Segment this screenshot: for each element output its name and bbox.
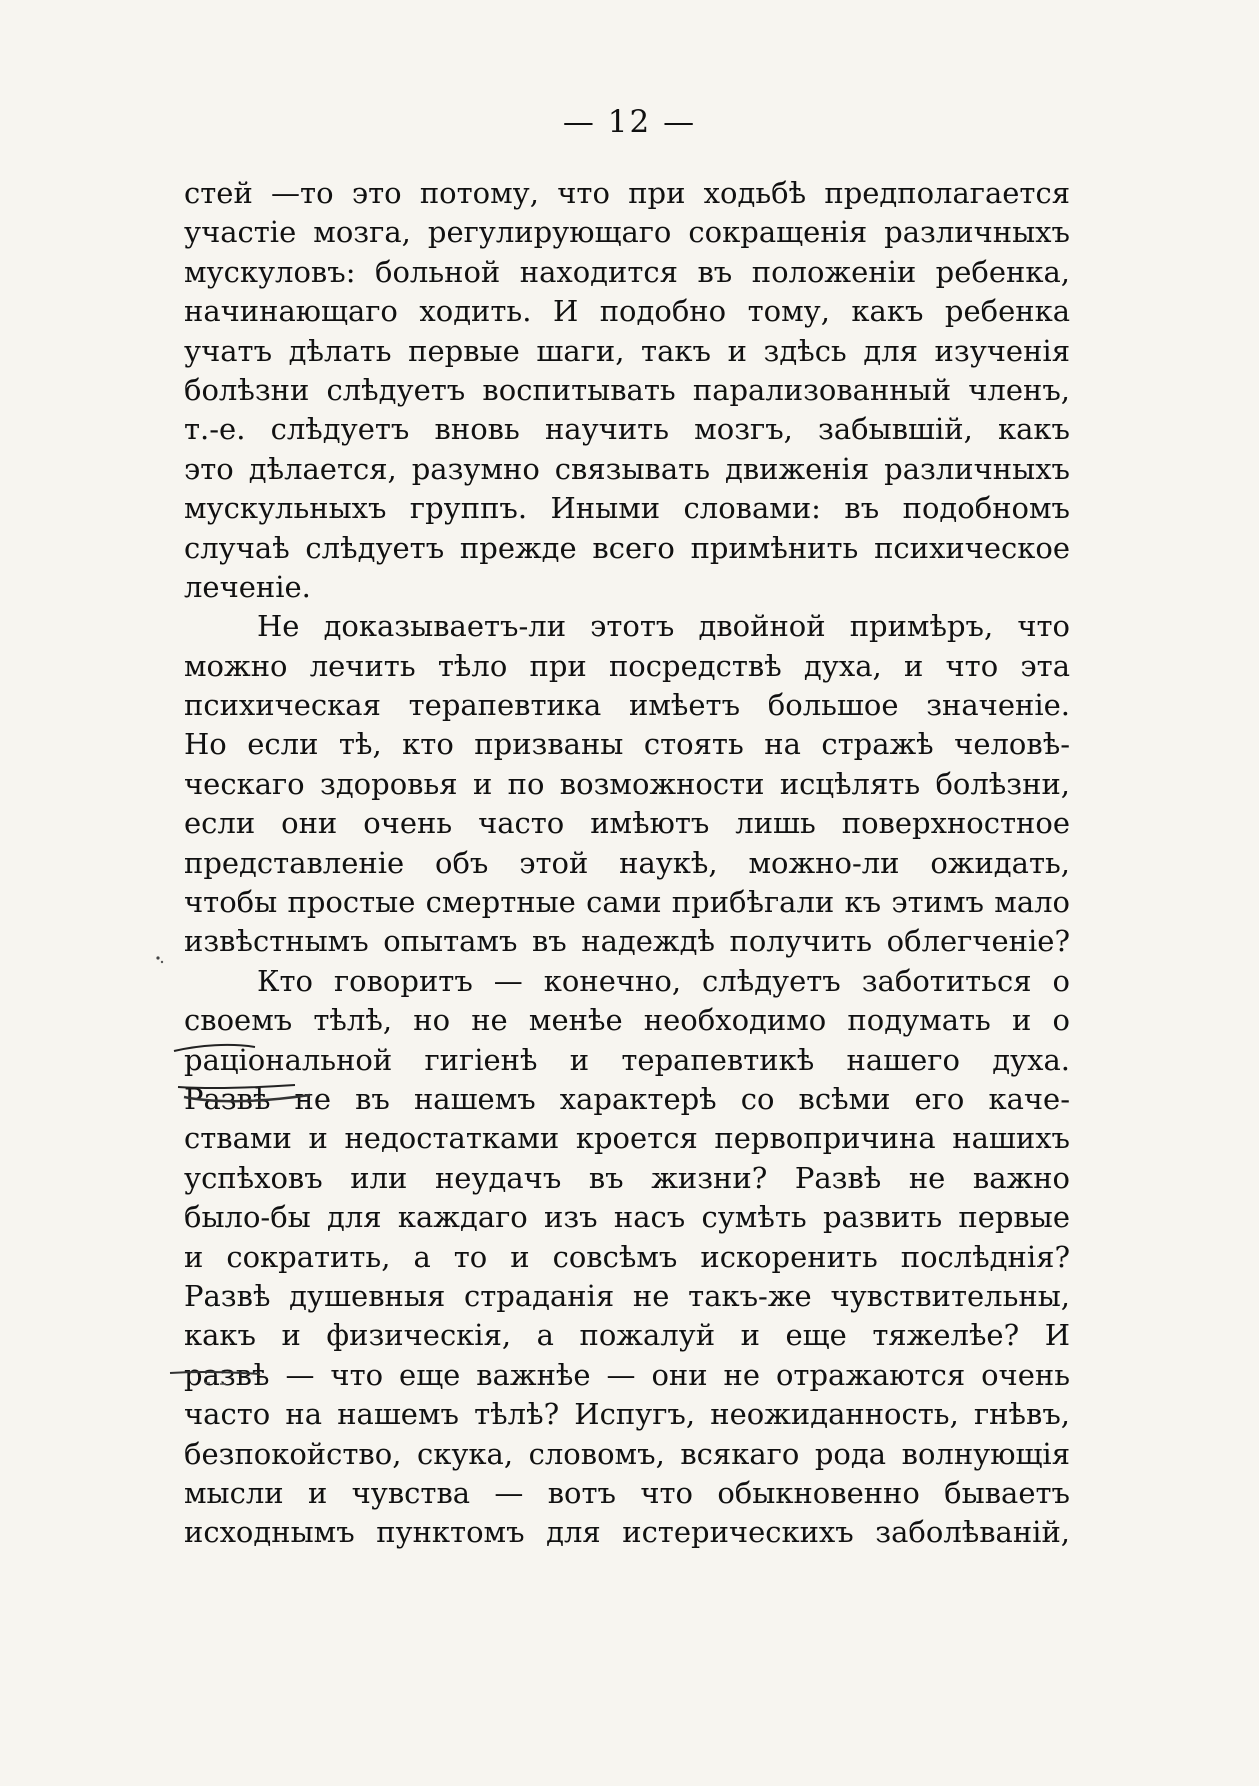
text-line: стей —то это потому, что при ходьбѣ предполагается (184, 176, 1070, 210)
text-line: можно лечить тѣло при посредствѣ духа, и что эта (184, 648, 1070, 683)
text-line: Не доказываетъ-ли этотъ двойной примѣръ, что (257, 609, 1070, 644)
text-line: мысли и чувства — вотъ что обыкновенно бываетъ (184, 1475, 1070, 1510)
text-line: ческаго здоровья и по возможности исцѣлять болѣзни, (184, 766, 1070, 801)
text-line: успѣховъ или неудачъ въ жизни? Развѣ не важно (184, 1160, 1070, 1195)
text-line: раціональной гигіенѣ и терапевтикѣ нашего духа. (184, 1042, 1070, 1077)
text-line: это дѣлается, разумно связывать движенія различныхъ (184, 451, 1070, 486)
text-line: мускульныхъ группъ. Иными словами: въ подобномъ (184, 491, 1070, 526)
text-line: Развѣ не въ нашемъ характерѣ со всѣми его каче- (184, 1081, 1070, 1116)
text-line: леченіе. (184, 569, 311, 604)
body-text (184, 174, 1070, 1553)
page-number: — 12 — (562, 104, 697, 140)
text-line: начинающаго ходить. И подобно тому, какъ ребенка (184, 294, 1070, 329)
text-line: какъ и физическія, а пожалуй и еще тяжелѣе? И (184, 1318, 1070, 1353)
text-line: учатъ дѣлать первые шаги, такъ и здѣсь для изученія (184, 333, 1070, 368)
text-line: исходнымъ пунктомъ для истерическихъ заболѣваній, (184, 1515, 1070, 1550)
text-line: и сократить, а то и совсѣмъ искоренить послѣднія? (184, 1239, 1070, 1274)
text-line: часто на нашемъ тѣлѣ? Испугъ, неожиданность, гнѣвъ, (184, 1397, 1070, 1432)
text-line: Развѣ душевныя страданія не такъ-же чувствительны, (184, 1278, 1070, 1313)
text-line: если они очень часто имѣютъ лишь поверхностное (184, 806, 1070, 841)
text-line: т.-е. слѣдуетъ вновь научить мозгъ, забывшій, какъ (184, 412, 1070, 447)
text-line: Но если тѣ, кто призваны стоять на стражѣ человѣ- (184, 727, 1070, 762)
text-line: Кто говоритъ — конечно, слѣдуетъ заботиться о (257, 963, 1070, 998)
text-line: участіе мозга, регулирующаго сокращенія различныхъ (184, 215, 1070, 250)
text-line: безпокойство, скука, словомъ, всякаго рода волнующія (184, 1436, 1070, 1471)
text-line: было-бы для каждаго изъ насъ сумѣть развить первые (184, 1200, 1070, 1235)
text-line: ствами и недостатками кроется первопричина нашихъ (184, 1121, 1070, 1156)
text-line: болѣзни слѣдуетъ воспитывать парализованный членъ, (184, 372, 1070, 407)
text-line: психическая терапевтика имѣетъ большое значеніе. (184, 688, 1070, 723)
text-line: случаѣ слѣдуетъ прежде всего примѣнить психическое (184, 530, 1070, 565)
text-line: чтобы простые смертные сами прибѣгали къ этимъ мало (184, 885, 1070, 920)
text-line: представленіе объ этой наукѣ, можно-ли ожидать, (184, 845, 1070, 880)
text-line: извѣстнымъ опытамъ въ надеждѣ получить облегченіе? (184, 924, 1070, 959)
pencil-dot-mark (150, 950, 170, 970)
text-line: развѣ — что еще важнѣе — они не отражаются очень (184, 1357, 1070, 1392)
text-line: мускуловъ: больной находится въ положеніи ребенка, (184, 254, 1070, 289)
text-line: своемъ тѣлѣ, но не менѣе необходимо подумать и о (184, 1003, 1070, 1038)
